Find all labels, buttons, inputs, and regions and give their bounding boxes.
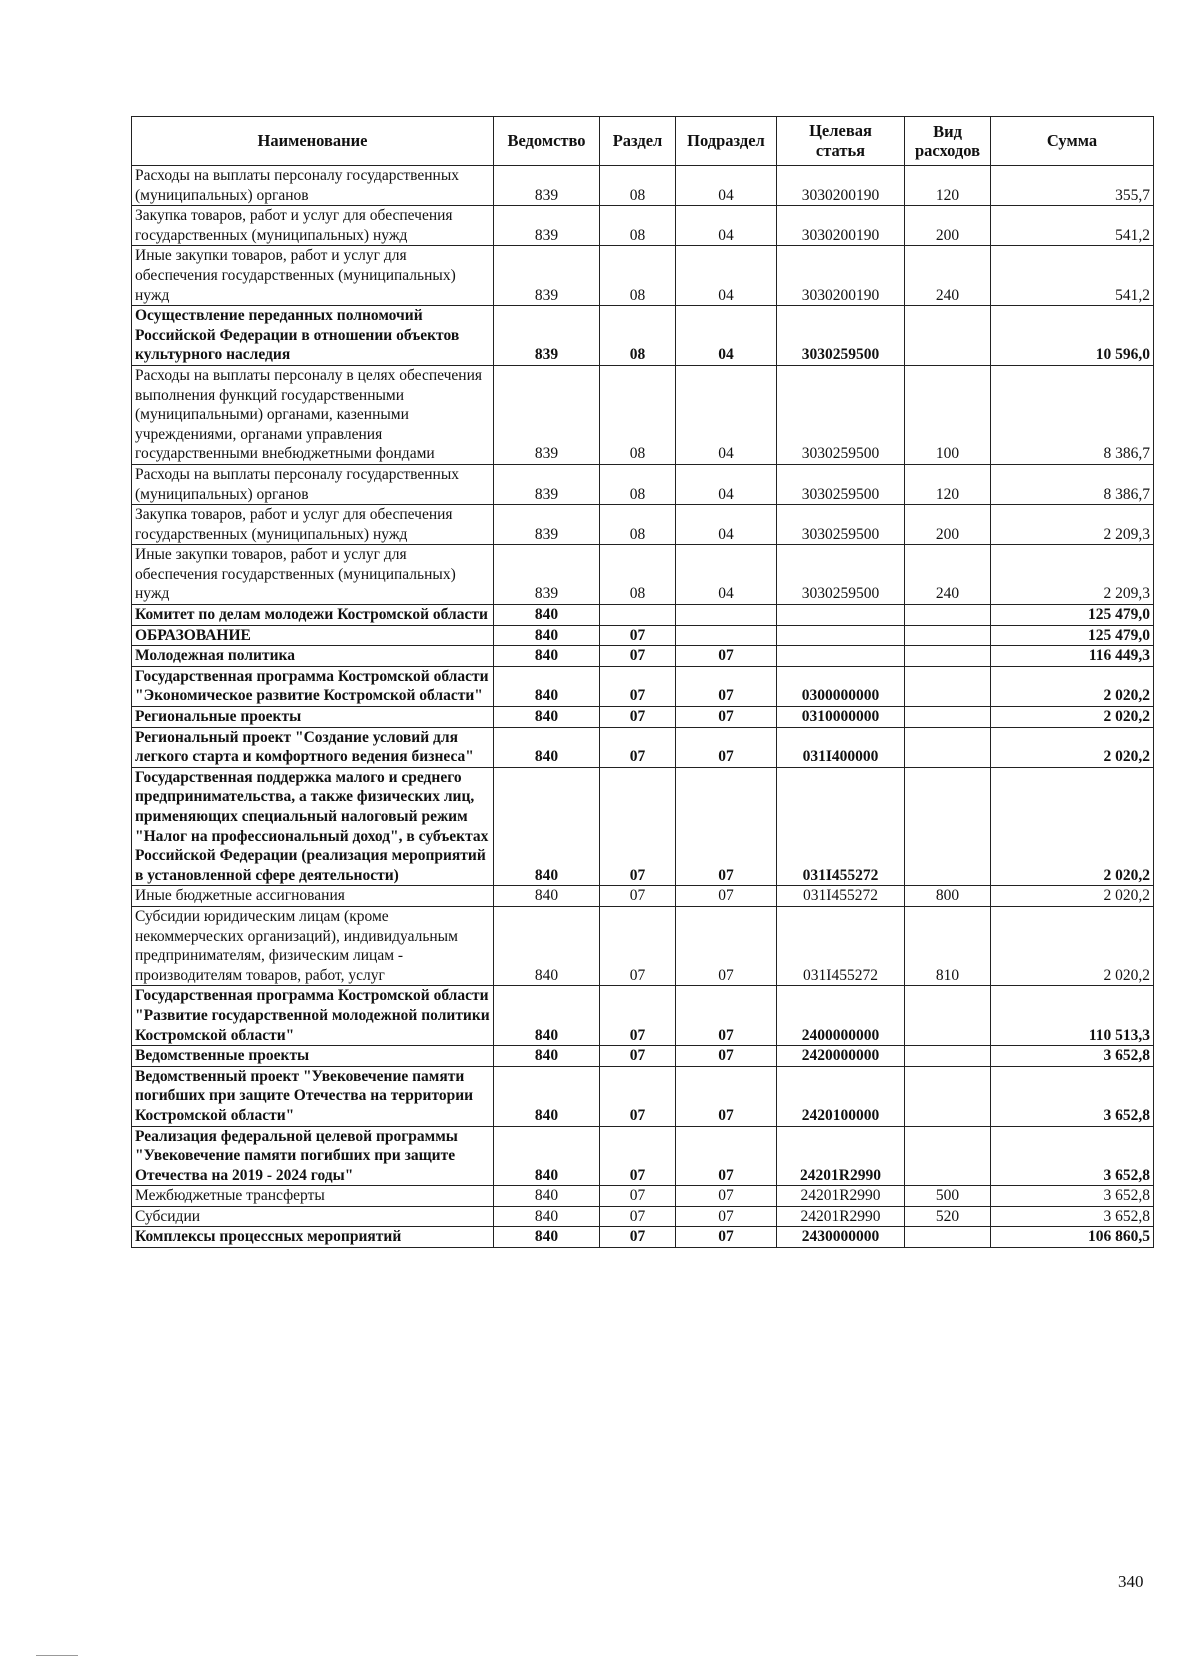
cell-podrazdel: 07: [676, 986, 777, 1046]
cell-podrazdel: 04: [676, 306, 777, 366]
cell-vid-rashodov: 200: [905, 505, 991, 545]
cell-summa: 2 209,3: [991, 505, 1154, 545]
cell-razdel: 07: [600, 727, 676, 767]
cell-podrazdel: 04: [676, 246, 777, 306]
cell-tselevaya-statya: 2420000000: [777, 1046, 905, 1067]
cell-summa: 3 652,8: [991, 1126, 1154, 1186]
cell-tselevaya-statya: 2430000000: [777, 1227, 905, 1248]
cell-vedomstvo: 839: [494, 246, 600, 306]
cell-vid-rashodov: [905, 646, 991, 667]
cell-name: Комплексы процессных мероприятий: [132, 1227, 494, 1248]
cell-razdel: 07: [600, 886, 676, 907]
cell-name: Региональные проекты: [132, 707, 494, 728]
cell-razdel: [600, 605, 676, 626]
table-row: [132, 246, 1154, 306]
cell-razdel: 08: [600, 246, 676, 306]
cell-podrazdel: 07: [676, 1186, 777, 1207]
cell-tselevaya-statya: 24201R2990: [777, 1206, 905, 1227]
cell-name: Осуществление переданных полномочий Российской Федерации в отношении объектов культурного наследия: [132, 306, 494, 366]
cell-name: Молодежная политика: [132, 646, 494, 667]
cell-razdel: 07: [600, 767, 676, 886]
cell-podrazdel: 07: [676, 1206, 777, 1227]
cell-vedomstvo: 840: [494, 986, 600, 1046]
cell-tselevaya-statya: 3030200190: [777, 206, 905, 246]
cell-tselevaya-statya: 3030259500: [777, 306, 905, 366]
cell-name: Закупка товаров, работ и услуг для обеспечения государственных (муниципальных) нужд: [132, 505, 494, 545]
cell-razdel: 07: [600, 625, 676, 646]
cell-razdel: 07: [600, 986, 676, 1046]
table-row: [132, 727, 1154, 767]
cell-tselevaya-statya: 2420100000: [777, 1066, 905, 1126]
table-row: [132, 464, 1154, 504]
cell-tselevaya-statya: 0300000000: [777, 666, 905, 706]
cell-podrazdel: 07: [676, 886, 777, 907]
cell-tselevaya-statya: [777, 605, 905, 626]
cell-name: Субсидии: [132, 1206, 494, 1227]
cell-name: Реализация федеральной целевой программы "Увековечение памяти погибших при защите Отечества на 2019 - 2024 годы": [132, 1126, 494, 1186]
cell-podrazdel: 07: [676, 727, 777, 767]
cell-vedomstvo: 839: [494, 464, 600, 504]
cell-vid-rashodov: [905, 767, 991, 886]
table-row: [132, 605, 1154, 626]
cell-name: Межбюджетные трансферты: [132, 1186, 494, 1207]
header-tselevaya-statya: Целевая статья: [777, 117, 905, 166]
cell-razdel: 08: [600, 166, 676, 206]
cell-vedomstvo: 840: [494, 1227, 600, 1248]
table-row: [132, 646, 1154, 667]
cell-vid-rashodov: [905, 1126, 991, 1186]
cell-vid-rashodov: 240: [905, 246, 991, 306]
cell-razdel: 08: [600, 545, 676, 605]
table-row: [132, 707, 1154, 728]
cell-vid-rashodov: [905, 707, 991, 728]
cell-summa: 2 020,2: [991, 666, 1154, 706]
cell-vedomstvo: 840: [494, 1126, 600, 1186]
cell-vid-rashodov: [905, 625, 991, 646]
cell-vedomstvo: 839: [494, 365, 600, 464]
cell-tselevaya-statya: 3030200190: [777, 246, 905, 306]
header-summa: Сумма: [991, 117, 1154, 166]
cell-name: Расходы на выплаты персоналу государственных (муниципальных) органов: [132, 166, 494, 206]
cell-summa: 8 386,7: [991, 365, 1154, 464]
cell-vedomstvo: 839: [494, 545, 600, 605]
table-row: [132, 166, 1154, 206]
table-body: [132, 166, 1154, 1248]
budget-table: [131, 116, 1154, 1248]
cell-summa: 541,2: [991, 206, 1154, 246]
cell-vedomstvo: 840: [494, 707, 600, 728]
cell-vedomstvo: 839: [494, 306, 600, 366]
cell-summa: 2 020,2: [991, 767, 1154, 886]
table-row: [132, 1186, 1154, 1207]
cell-vedomstvo: 839: [494, 505, 600, 545]
cell-name: Субсидии юридическим лицам (кроме некоммерческих организаций), индивидуальным предпринимателям, физическим лицам - производителям товаров, работ, услуг: [132, 906, 494, 985]
cell-vid-rashodov: 240: [905, 545, 991, 605]
cell-vedomstvo: 840: [494, 1066, 600, 1126]
cell-vedomstvo: 840: [494, 906, 600, 985]
cell-razdel: 08: [600, 306, 676, 366]
cell-summa: 3 652,8: [991, 1206, 1154, 1227]
cell-name: Региональный проект "Создание условий для легкого старта и комфортного ведения бизнеса": [132, 727, 494, 767]
cell-podrazdel: 07: [676, 1066, 777, 1126]
cell-name: Закупка товаров, работ и услуг для обеспечения государственных (муниципальных) нужд: [132, 206, 494, 246]
cell-vedomstvo: 839: [494, 166, 600, 206]
cell-tselevaya-statya: 0310000000: [777, 707, 905, 728]
cell-razdel: 07: [600, 1186, 676, 1207]
cell-summa: 116 449,3: [991, 646, 1154, 667]
cell-name: Иные закупки товаров, работ и услуг для обеспечения государственных (муниципальных) нужд: [132, 246, 494, 306]
cell-summa: 541,2: [991, 246, 1154, 306]
cell-razdel: 07: [600, 1206, 676, 1227]
cell-vedomstvo: 840: [494, 646, 600, 667]
cell-tselevaya-statya: 3030259500: [777, 505, 905, 545]
cell-tselevaya-statya: 3030259500: [777, 545, 905, 605]
cell-vedomstvo: 840: [494, 1046, 600, 1067]
table-row: [132, 1126, 1154, 1186]
table-row: [132, 1066, 1154, 1126]
cell-podrazdel: 07: [676, 906, 777, 985]
cell-name: Государственная поддержка малого и среднего предпринимательства, а также физических лиц, применяющих специальный налоговый режим "Налог на профессиональный доход", в субъектах Российской Федерации (реализация мероприятий в установленной сфере деятельности): [132, 767, 494, 886]
cell-razdel: 07: [600, 707, 676, 728]
cell-summa: 110 513,3: [991, 986, 1154, 1046]
cell-summa: 8 386,7: [991, 464, 1154, 504]
cell-name: ОБРАЗОВАНИЕ: [132, 625, 494, 646]
cell-summa: 10 596,0: [991, 306, 1154, 366]
cell-podrazdel: 07: [676, 1227, 777, 1248]
cell-vedomstvo: 840: [494, 886, 600, 907]
table-row: [132, 365, 1154, 464]
cell-name: Государственная программа Костромской области "Развитие государственной молодежной политики Костромской области": [132, 986, 494, 1046]
table-row: [132, 666, 1154, 706]
cell-tselevaya-statya: 031I455272: [777, 886, 905, 907]
table-row: [132, 1046, 1154, 1067]
cell-vid-rashodov: [905, 1046, 991, 1067]
cell-razdel: 08: [600, 505, 676, 545]
cell-razdel: 08: [600, 206, 676, 246]
cell-name: Расходы на выплаты персоналу в целях обеспечения выполнения функций государственными (муниципальными) органами, казенными учреждениями, органами управления государственными внебюджетными фондами: [132, 365, 494, 464]
cell-podrazdel: 04: [676, 206, 777, 246]
cell-vedomstvo: 840: [494, 1186, 600, 1207]
table-row: [132, 206, 1154, 246]
header-podrazdel: Подраздел: [676, 117, 777, 166]
cell-tselevaya-statya: 031I455272: [777, 767, 905, 886]
header-vid-rashodov: Вид расходов: [905, 117, 991, 166]
cell-vid-rashodov: [905, 1227, 991, 1248]
cell-vid-rashodov: 520: [905, 1206, 991, 1227]
cell-razdel: 07: [600, 1227, 676, 1248]
cell-summa: 106 860,5: [991, 1227, 1154, 1248]
header-razdel: Раздел: [600, 117, 676, 166]
cell-podrazdel: 07: [676, 707, 777, 728]
cell-name: Иные закупки товаров, работ и услуг для обеспечения государственных (муниципальных) нужд: [132, 545, 494, 605]
cell-podrazdel: 04: [676, 365, 777, 464]
cell-summa: 2 020,2: [991, 886, 1154, 907]
page-number: 340: [1118, 1572, 1144, 1591]
cell-summa: 2 020,2: [991, 707, 1154, 728]
cell-tselevaya-statya: [777, 646, 905, 667]
cell-tselevaya-statya: [777, 625, 905, 646]
table-row: [132, 767, 1154, 886]
cell-podrazdel: [676, 605, 777, 626]
cell-razdel: 08: [600, 464, 676, 504]
header-naimenovanie: Наименование: [132, 117, 494, 166]
cell-name: Иные бюджетные ассигнования: [132, 886, 494, 907]
scan-mark: [36, 1655, 78, 1656]
cell-podrazdel: [676, 625, 777, 646]
cell-vid-rashodov: [905, 306, 991, 366]
cell-podrazdel: 07: [676, 1126, 777, 1186]
cell-vid-rashodov: 120: [905, 166, 991, 206]
cell-tselevaya-statya: 24201R2990: [777, 1186, 905, 1207]
cell-podrazdel: 04: [676, 545, 777, 605]
cell-razdel: 07: [600, 906, 676, 985]
cell-razdel: 07: [600, 666, 676, 706]
cell-podrazdel: 04: [676, 505, 777, 545]
cell-summa: 3 652,8: [991, 1046, 1154, 1067]
cell-name: Ведомственный проект "Увековечение памяти погибших при защите Отечества на территории Костромской области": [132, 1066, 494, 1126]
table-row: [132, 505, 1154, 545]
cell-vid-rashodov: [905, 727, 991, 767]
cell-razdel: 08: [600, 365, 676, 464]
cell-tselevaya-statya: 24201R2990: [777, 1126, 905, 1186]
cell-vid-rashodov: 800: [905, 886, 991, 907]
cell-podrazdel: 04: [676, 464, 777, 504]
table-header-row: [132, 117, 1154, 166]
cell-name: Государственная программа Костромской области "Экономическое развитие Костромской области": [132, 666, 494, 706]
cell-podrazdel: 04: [676, 166, 777, 206]
cell-tselevaya-statya: 2400000000: [777, 986, 905, 1046]
cell-summa: 125 479,0: [991, 625, 1154, 646]
cell-vid-rashodov: [905, 666, 991, 706]
cell-vid-rashodov: 100: [905, 365, 991, 464]
table-row: [132, 625, 1154, 646]
cell-summa: 125 479,0: [991, 605, 1154, 626]
table-row: [132, 306, 1154, 366]
cell-razdel: 07: [600, 646, 676, 667]
cell-podrazdel: 07: [676, 767, 777, 886]
cell-vid-rashodov: [905, 605, 991, 626]
table-row: [132, 545, 1154, 605]
cell-tselevaya-statya: 3030259500: [777, 464, 905, 504]
cell-name: Комитет по делам молодежи Костромской области: [132, 605, 494, 626]
cell-podrazdel: 07: [676, 1046, 777, 1067]
cell-summa: 3 652,8: [991, 1066, 1154, 1126]
cell-vedomstvo: 840: [494, 666, 600, 706]
cell-vedomstvo: 840: [494, 625, 600, 646]
cell-podrazdel: 07: [676, 666, 777, 706]
cell-vid-rashodov: 120: [905, 464, 991, 504]
cell-razdel: 07: [600, 1126, 676, 1186]
cell-tselevaya-statya: 031I455272: [777, 906, 905, 985]
cell-razdel: 07: [600, 1066, 676, 1126]
cell-vedomstvo: 840: [494, 1206, 600, 1227]
cell-summa: 2 209,3: [991, 545, 1154, 605]
cell-vid-rashodov: 200: [905, 206, 991, 246]
cell-vedomstvo: 840: [494, 727, 600, 767]
cell-vid-rashodov: [905, 1066, 991, 1126]
cell-razdel: 07: [600, 1046, 676, 1067]
cell-podrazdel: 07: [676, 646, 777, 667]
cell-tselevaya-statya: 031I400000: [777, 727, 905, 767]
cell-summa: 3 652,8: [991, 1186, 1154, 1207]
table-row: [132, 906, 1154, 985]
table-row: [132, 886, 1154, 907]
cell-summa: 355,7: [991, 166, 1154, 206]
table-row: [132, 1227, 1154, 1248]
cell-vedomstvo: 839: [494, 206, 600, 246]
cell-name: Ведомственные проекты: [132, 1046, 494, 1067]
cell-vid-rashodov: [905, 986, 991, 1046]
cell-name: Расходы на выплаты персоналу государственных (муниципальных) органов: [132, 464, 494, 504]
cell-tselevaya-statya: 3030259500: [777, 365, 905, 464]
cell-vid-rashodov: 500: [905, 1186, 991, 1207]
cell-vedomstvo: 840: [494, 605, 600, 626]
cell-summa: 2 020,2: [991, 906, 1154, 985]
cell-tselevaya-statya: 3030200190: [777, 166, 905, 206]
header-vedomstvo: Ведомство: [494, 117, 600, 166]
cell-vid-rashodov: 810: [905, 906, 991, 985]
table-row: [132, 1206, 1154, 1227]
table-row: [132, 986, 1154, 1046]
cell-vedomstvo: 840: [494, 767, 600, 886]
cell-summa: 2 020,2: [991, 727, 1154, 767]
